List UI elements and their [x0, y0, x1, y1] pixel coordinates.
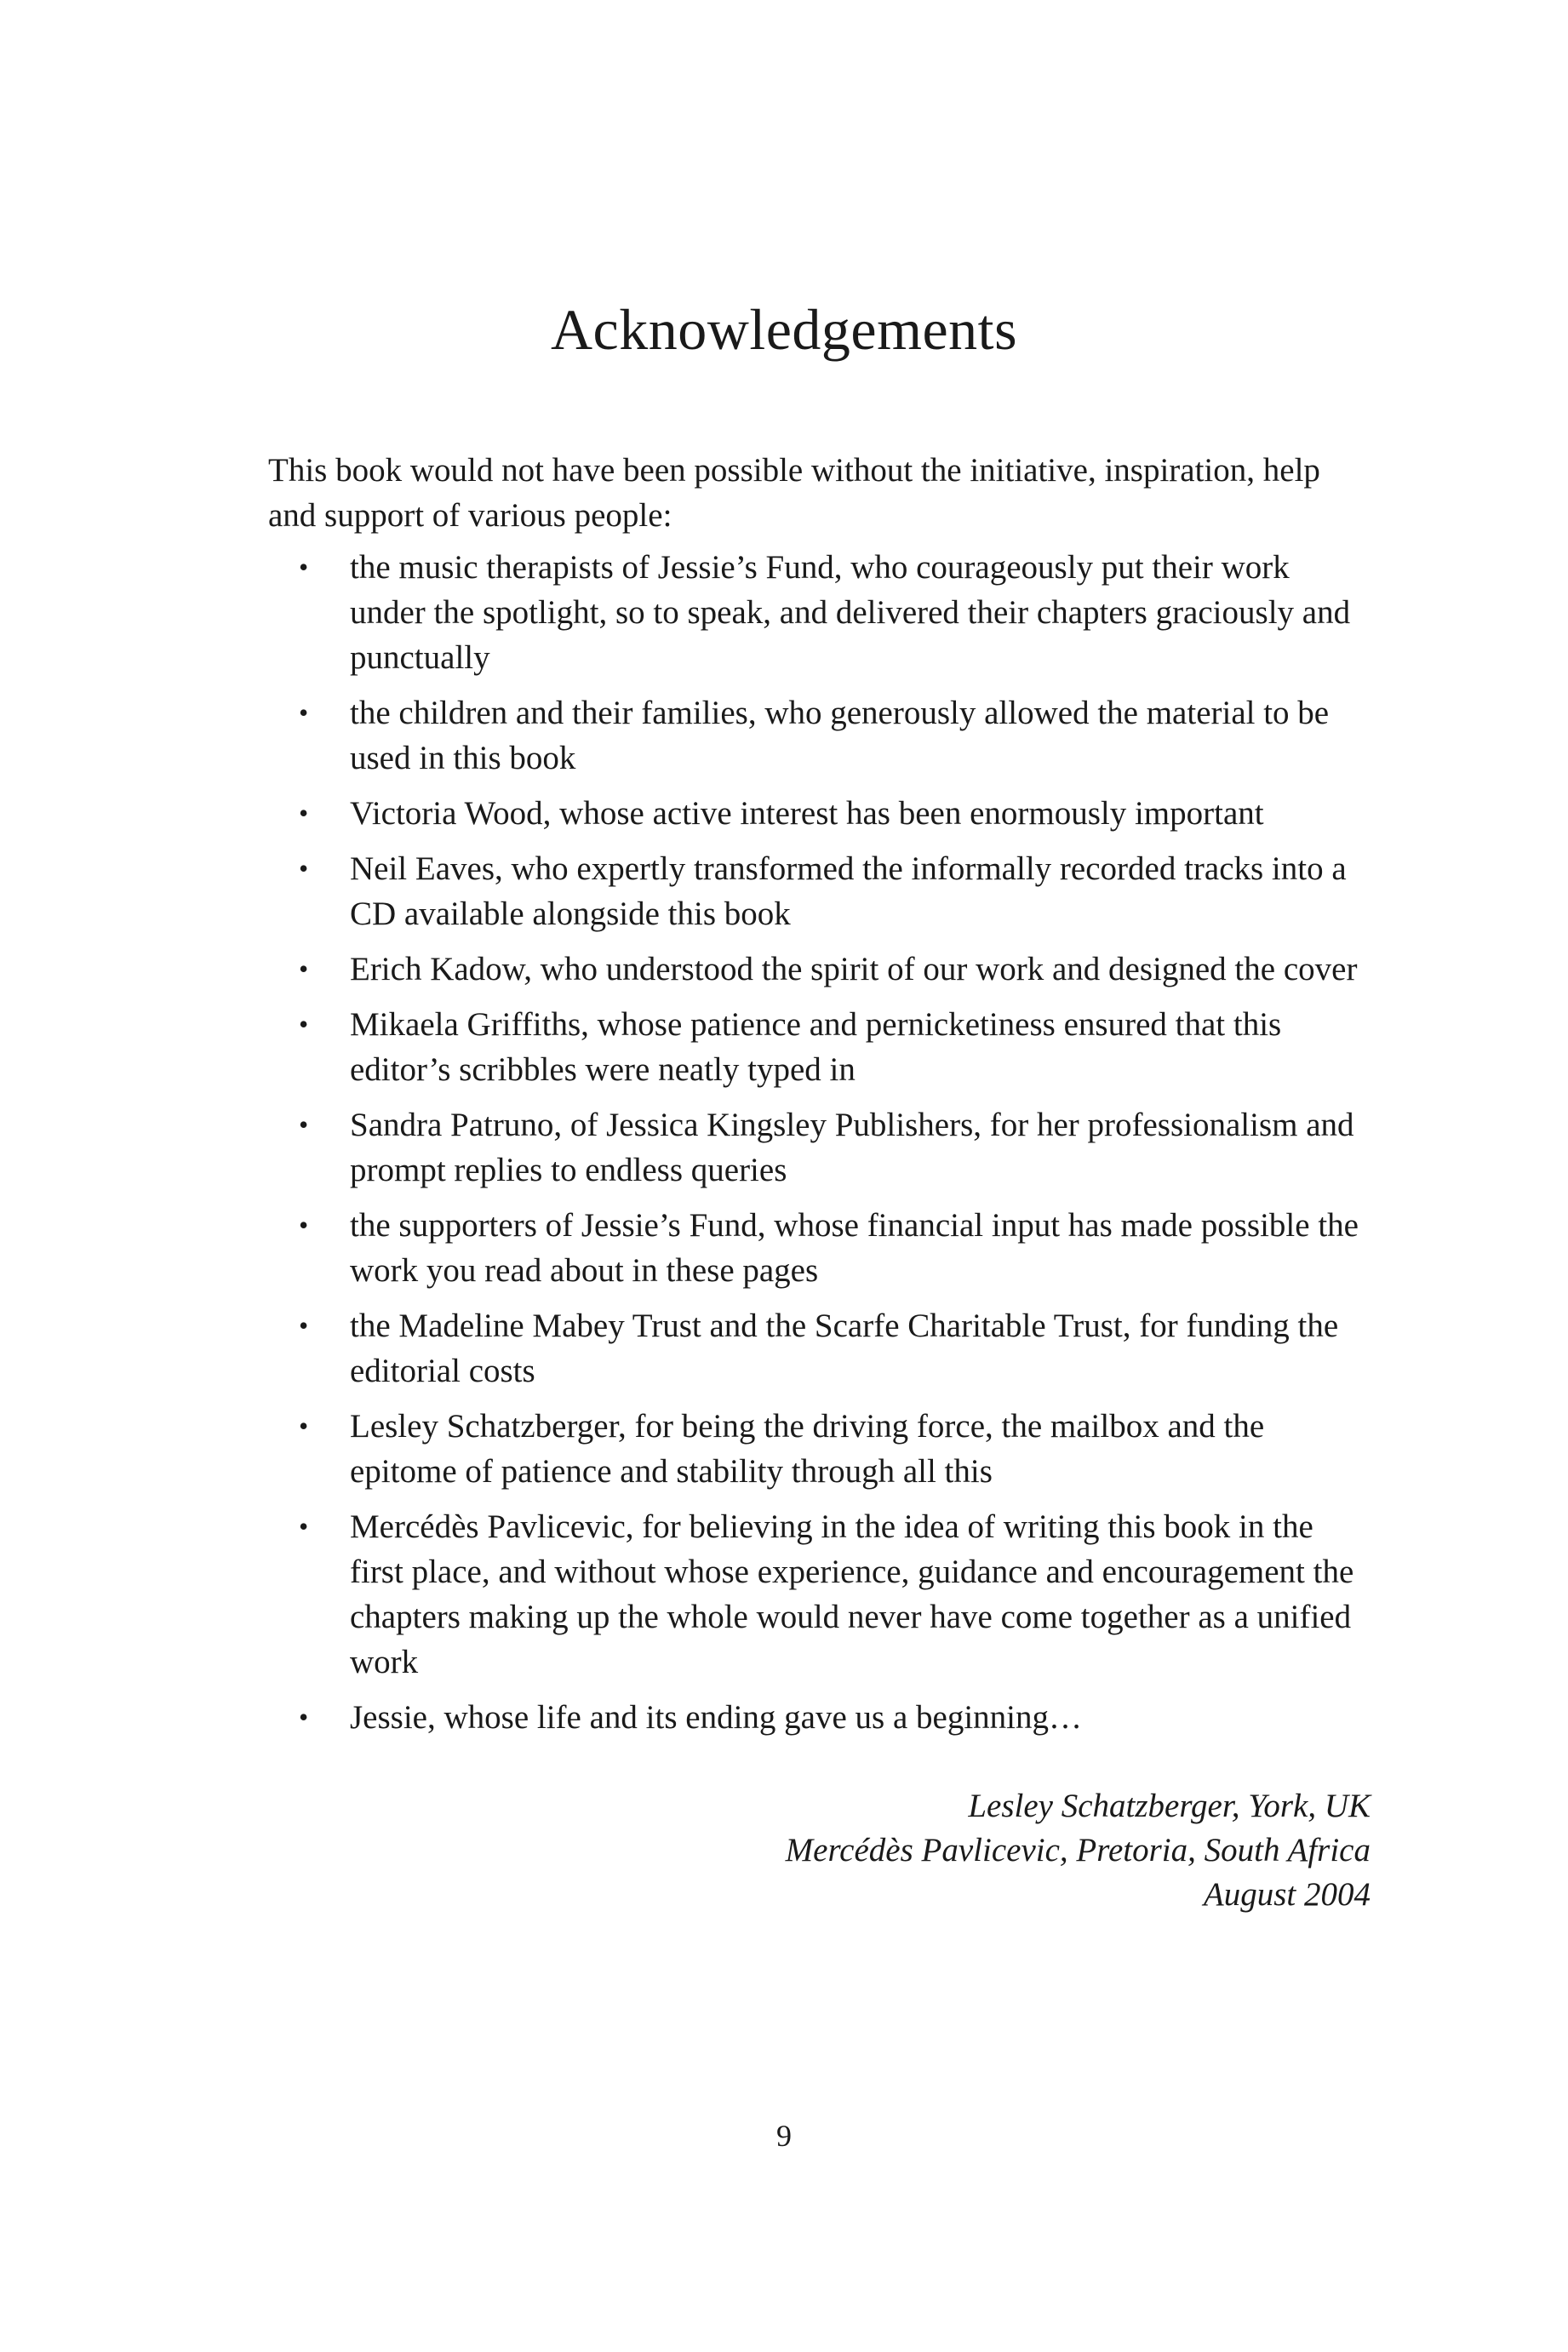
bullet-icon: •	[299, 1009, 309, 1039]
bullet-icon: •	[299, 1210, 309, 1240]
list-item	[268, 1002, 1371, 1092]
list-item-text: Victoria Wood, whose active interest has been enormously important	[350, 795, 1264, 832]
list-item-text: Jessie, whose life and its ending gave us a beginning…	[350, 1699, 1082, 1736]
list-item	[268, 1695, 1371, 1740]
signoff	[268, 1784, 1371, 1917]
signoff-line-1: Lesley Schatzberger, York, UK	[968, 1788, 1371, 1824]
bullet-icon: •	[299, 853, 309, 884]
list-item-text: Lesley Schatzberger, for being the driving force, the mailbox and the epitome of patience and stability through all this	[350, 1408, 1265, 1490]
bullet-icon: •	[299, 552, 309, 582]
list-item	[268, 791, 1371, 836]
list-item	[268, 947, 1371, 992]
bullet-icon: •	[299, 953, 309, 984]
bullet-icon: •	[299, 1109, 309, 1140]
list-item	[268, 1203, 1371, 1293]
list-item	[268, 1404, 1371, 1494]
list-item	[268, 1504, 1371, 1685]
list-item-text: the children and their families, who generously allowed the material to be used in this book	[350, 695, 1330, 776]
list-item	[268, 545, 1371, 680]
list-item	[268, 690, 1371, 781]
list-item-text: Mercédès Pavlicevic, for believing in the idea of writing this book in the first place, and without whose experience, guidance and encouragement the chapters making up the whole would never have come together as a unified work	[350, 1508, 1354, 1680]
intro-paragraph: This book would not have been possible without the initiative, inspiration, help and support of various people:	[268, 452, 1320, 534]
acknowledgements-body	[268, 448, 1371, 1917]
page-title: Acknowledgements	[550, 297, 1018, 362]
page-number: 9	[776, 2119, 792, 2153]
list-item-text: the music therapists of Jessie’s Fund, who courageously put their work under the spotlight, so to speak, and delivered their chapters graciously and punctually	[350, 549, 1351, 676]
list-item-text: Erich Kadow, who understood the spirit of our work and designed the cover	[350, 951, 1358, 987]
signoff-line-2: Mercédès Pavlicevic, Pretoria, South Africa	[785, 1832, 1371, 1868]
bullet-icon: •	[299, 1411, 309, 1441]
list-item	[268, 1102, 1371, 1193]
acknowledgement-list	[268, 545, 1371, 1740]
bullet-icon: •	[299, 1702, 309, 1732]
list-item	[268, 1303, 1371, 1393]
bullet-icon: •	[299, 798, 309, 828]
list-item-text: Neil Eaves, who expertly transformed the informally recorded tracks into a CD available alongside this book	[350, 850, 1347, 932]
list-item-text: Mikaela Griffiths, whose patience and pernicketiness ensured that this editor’s scribbles were neatly typed in	[350, 1006, 1282, 1088]
bullet-icon: •	[299, 1310, 309, 1341]
bullet-icon: •	[299, 1511, 309, 1542]
list-item-text: the Madeline Mabey Trust and the Scarfe Charitable Trust, for funding the editorial costs	[350, 1308, 1339, 1389]
list-item-text: Sandra Patruno, of Jessica Kingsley Publishers, for her professionalism and prompt replies to endless queries	[350, 1107, 1354, 1188]
list-item-text: the supporters of Jessie’s Fund, whose financial input has made possible the work you read about in these pages	[350, 1207, 1359, 1289]
signoff-date: August 2004	[1203, 1876, 1371, 1913]
list-item	[268, 846, 1371, 936]
bullet-icon: •	[299, 697, 309, 728]
